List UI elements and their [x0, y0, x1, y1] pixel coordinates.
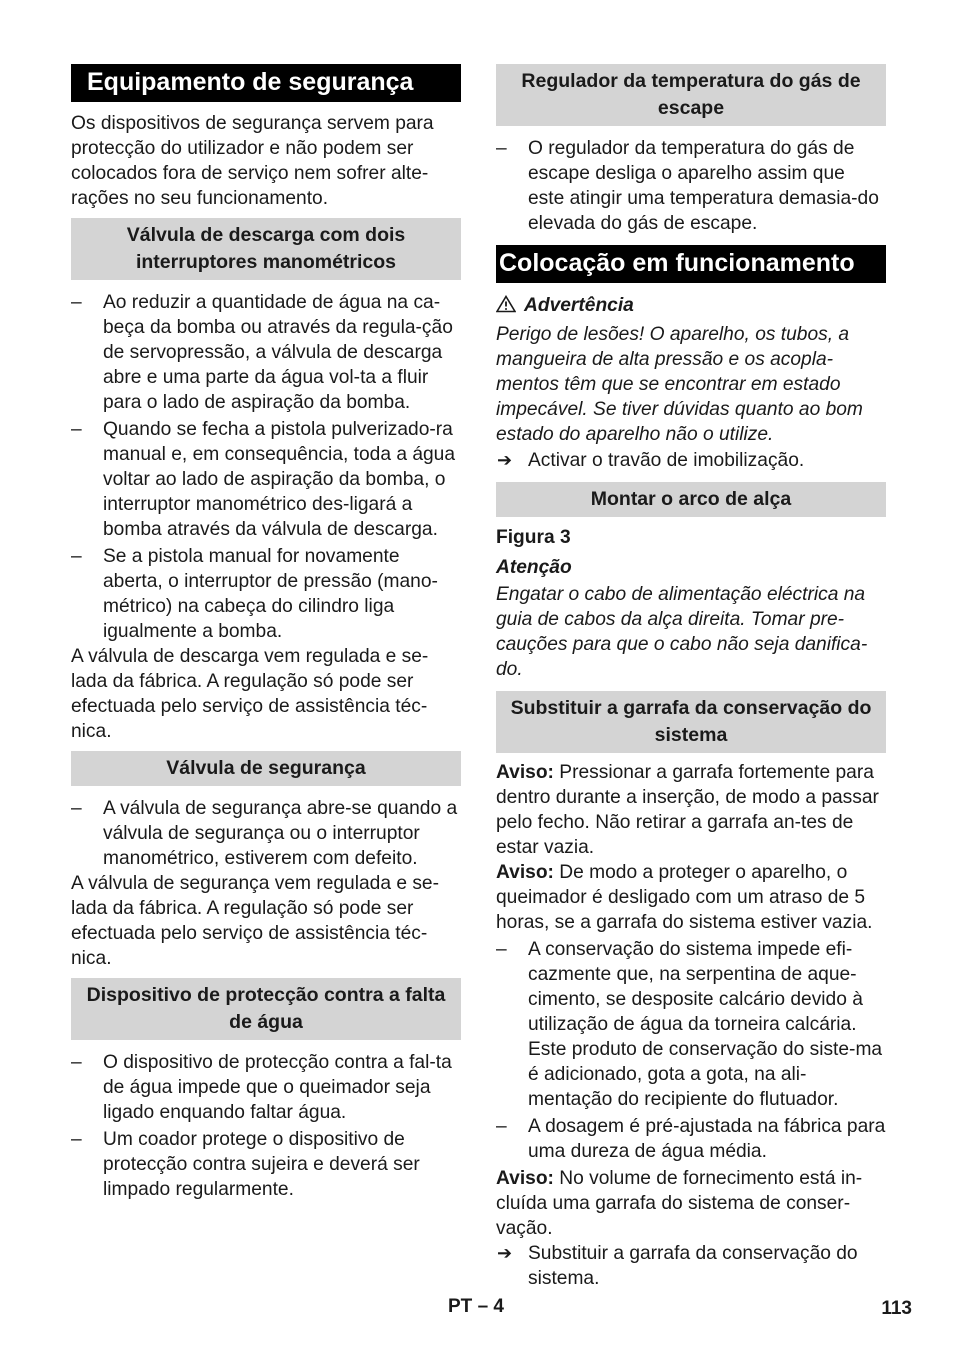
dash-bullet: –	[71, 798, 82, 819]
list-item: – A dosagem é pré-ajustada na fábrica para uma dureza de água média.	[496, 1116, 886, 1162]
section-heading-safety-equipment: Equipamento de segurança	[71, 64, 461, 102]
exhaust-regulator-list	[496, 136, 886, 236]
list-item: – A válvula de segurança abre-se quando a válvula de segurança ou o interruptor manométrico, estiverem com defeito.	[71, 798, 458, 869]
figure-label: Figura 3	[496, 527, 571, 548]
dash-bullet: –	[496, 138, 507, 159]
safety-intro-paragraph: Os dispositivos de segurança servem para protecção do utilizador e não podem ser colocados fora de serviço nem sofrer alte-rações no seu funcionamento.	[71, 113, 434, 209]
footer-language: PT	[448, 1296, 473, 1317]
list-item: – Se a pistola manual for novamente aberta, o interruptor de pressão (mano-métrico) na cabeça do cilindro liga igualmente a bomba.	[71, 546, 438, 642]
subheading-water-shortage: Dispositivo de protecção contra a falta de água	[71, 978, 461, 1040]
list-item: – A conservação do sistema impede efi-cazmente que, na serpentina de aque-cimento, se desposite calcário devido à utilização de água da torneira calcária. Este produto de conservação do siste-ma é adicionado, gota a gota, na ali-mentação do recipiente do flutuador.	[496, 939, 883, 1110]
dash-bullet: –	[71, 292, 82, 313]
action-item-replace-bottle: ➔ Substituir a garrafa da conservação do sistema.	[497, 1243, 858, 1289]
relief-valve-note: A válvula de descarga vem regulada e se-lada da fábrica. A regulação só pode ser efectuada pelo serviço de assistência téc-nica.	[71, 646, 429, 742]
attention-text: Engatar o cabo de alimentação eléctrica na guia de cabos da alça direita. Tomar pre-cauções para que o cabo não seja danifica-do.	[496, 584, 868, 680]
warning-heading: Advertência	[496, 293, 886, 318]
bottle-list	[496, 937, 886, 1164]
list-item: – Um coador protege o dispositivo de protecção contra sujeira e deverá ser limpado regularmente.	[71, 1129, 420, 1200]
dash-bullet: –	[71, 419, 82, 440]
note-paragraph-3: Aviso: No volume de fornecimento está in-cluída uma garrafa do sistema de conser-vação.	[496, 1168, 863, 1239]
subheading-handle-mount: Montar o arco de alça	[496, 482, 886, 517]
warning-text: Perigo de lesões! O aparelho, os tubos, a mangueira de alta pressão e os acopla-mentos têm que se encontrar em estado impecável. Se tiver dúvidas quanto ao bom estado do aparelho não o utilize.	[496, 324, 863, 445]
note-label: Aviso:	[496, 1168, 554, 1189]
subheading-exhaust-regulator: Regulador da temperatura do gás de escape	[496, 64, 886, 126]
subheading-relief-valve: Válvula de descarga com dois interruptores manométricos	[71, 218, 461, 280]
subheading-safety-valve: Válvula de segurança	[71, 751, 461, 786]
list-item: – O dispositivo de protecção contra a fal-ta de água impede que o queimador seja ligado enquando faltar água.	[71, 1052, 452, 1123]
note-paragraph-1: Aviso: Pressionar a garrafa fortemente para dentro durante a inserção, de modo a passar pelo fecho. Não retirar a garrafa an-tes de estar vazia.	[496, 762, 879, 858]
dash-bullet: –	[496, 1116, 507, 1137]
warning-triangle-icon	[496, 295, 516, 313]
note-label: Aviso:	[496, 862, 554, 883]
action-item-brake: ➔ Activar o travão de imobilização.	[497, 450, 805, 471]
safety-valve-list	[71, 796, 461, 871]
dash-bullet: –	[496, 939, 507, 960]
note-label: Aviso:	[496, 762, 554, 783]
dash-bullet: –	[71, 546, 82, 567]
arrow-right-icon: ➔	[497, 450, 513, 470]
list-item: – Ao reduzir a quantidade de água na ca-beça da bomba ou através da regula-ção de servopressão, a válvula de descarga abre e uma parte da água vol-ta a fluir para o lado de aspiração da bomba.	[71, 292, 453, 413]
arrow-right-icon: ➔	[497, 1243, 513, 1263]
page-number: 113	[881, 1298, 912, 1319]
list-item: – O regulador da temperatura do gás de escape desliga o aparelho assim que este atingir uma temperatura demasia-do elevada do gás de escape.	[496, 138, 879, 234]
dash-bullet: –	[71, 1052, 82, 1073]
safety-valve-note: A válvula de segurança vem regulada e se-lada da fábrica. A regulação só pode ser efectuada pelo serviço de assistência téc-nica.	[71, 873, 439, 969]
footer-local-page: – 4	[477, 1296, 504, 1317]
subheading-bottle-replace: Substituir a garrafa da conservação do sistema	[496, 691, 886, 753]
dash-bullet: –	[71, 1129, 82, 1150]
attention-label: Atenção	[496, 557, 572, 578]
relief-valve-list	[71, 290, 461, 644]
water-shortage-list	[71, 1050, 461, 1202]
left-column	[71, 64, 461, 1202]
section-heading-startup: Colocação em funcionamento	[496, 245, 886, 283]
page-footer-label	[448, 1296, 504, 1318]
list-item: – Quando se fecha a pistola pulverizado-ra manual e, em consequência, toda a água voltar ao lado de aspiração da bomba, o interruptor manométrico des-ligará a bomba através da válvula de descarga.	[71, 419, 456, 540]
right-column	[496, 64, 886, 1291]
note-paragraph-2: Aviso: De modo a proteger o aparelho, o queimador é desligado com um atraso de 5 horas, se a garrafa do sistema estiver vazia.	[496, 862, 873, 933]
